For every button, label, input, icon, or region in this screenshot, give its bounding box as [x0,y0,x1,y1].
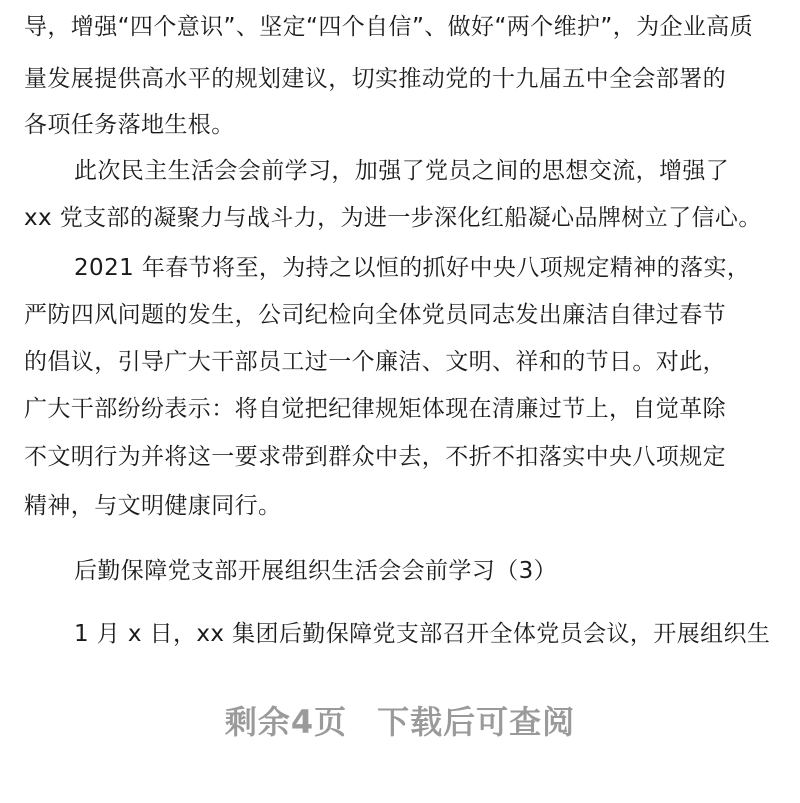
text-line: 不文明行为并将这一要求带到群众中去，不折不扣落实中央八项规定 [24,444,726,470]
paragraph-first-line: 1 月 x 日，xx 集团后勤保障党支部召开全体党员会议，开展组织生 [74,621,771,647]
text-line: xx 党支部的凝聚力与战斗力，为进一步深化红船凝心品牌树立了信心。 [24,205,762,231]
text-line: 各项任务落地生根。 [24,112,235,138]
paragraph-first-line: 2021 年春节将至，为持之以恒的抓好中央八项规定精神的落实， [74,255,751,281]
text-line: 的倡议，引导广大干部员工过一个廉洁、文明、祥和的节日。对此， [24,349,726,375]
paragraph-first-line: 此次民主生活会会前学习，加强了党员之间的思想交流，增强了 [74,158,730,184]
text-line: 精神，与文明健康同行。 [24,493,282,519]
text-line: 广大干部纷纷表示：将自觉把纪律规矩体现在清廉过节上，自觉革除 [24,396,726,422]
text-line: 导，增强“四个意识”、坚定“四个自信”、做好“两个维护”，为企业高质 [24,14,754,40]
text-line: 严防四风问题的发生，公司纪检向全体党员同志发出廉洁自律过春节 [24,302,726,328]
download-prompt-label: 下载后可查阅 [377,703,576,741]
text-line: 量发展提供高水平的规划建议，切实推动党的十九届五中全会部署的 [24,66,726,92]
section-heading: 后勤保障党支部开展组织生活会会前学习（3） [74,558,558,584]
remaining-pages-label: 剩余4页 [224,703,348,741]
download-to-read-more-button[interactable] [0,700,800,744]
